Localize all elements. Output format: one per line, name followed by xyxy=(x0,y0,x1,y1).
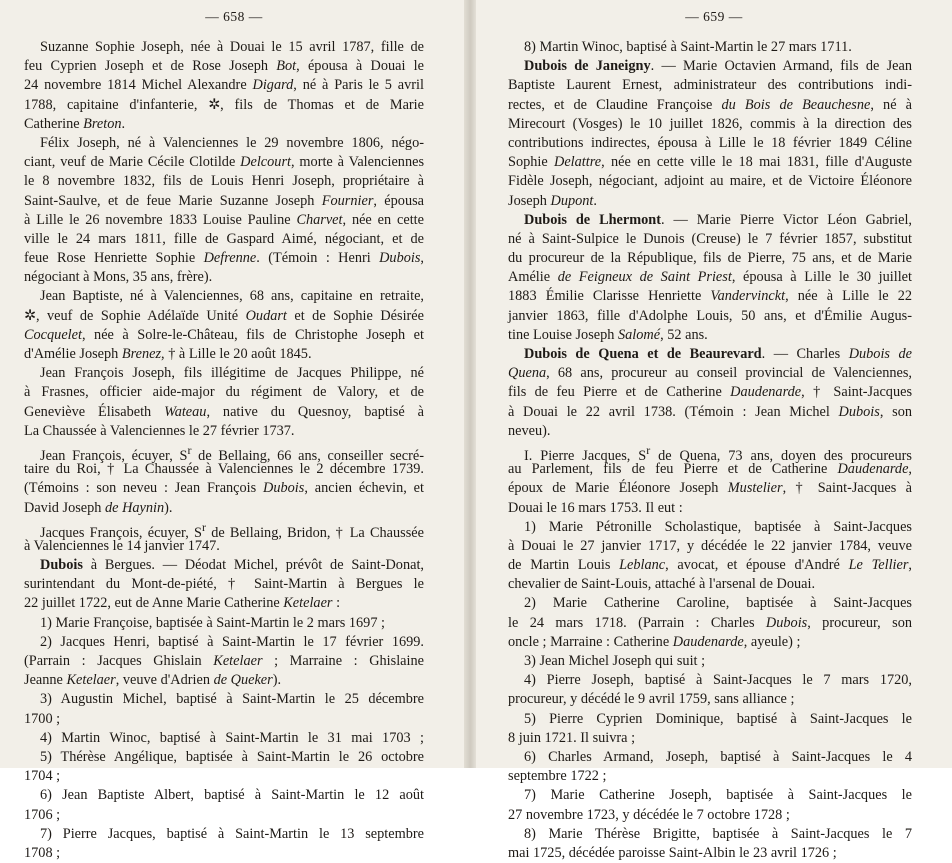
text-line: Dubois de Quena et de Beaurevard. — Charles Dubois de xyxy=(524,346,912,362)
text-line: Jean Baptiste, né à Valenciennes, 68 ans, capitaine en retraite, xyxy=(40,288,424,305)
text-line: 4) Martin Winoc, baptisé à Saint-Martin le 31 mai 1703 ; xyxy=(40,729,424,746)
text-line: 5) Thérèse Angélique, baptisée à Saint-Martin le 26 octobre xyxy=(40,748,424,765)
text-line: 1788, capitaine d'infanterie, ✲, fils de Thomas et de Marie xyxy=(24,96,424,113)
text-line: 1) Marie Françoise, baptisée à Saint-Martin le 2 mars 1697 ; xyxy=(40,614,386,631)
text-line: Geneviève Élisabeth Wateau, native du Quesnoy, baptisé à xyxy=(24,403,424,420)
text-line: tine Louise Joseph Salomé, 52 ans. xyxy=(508,326,708,343)
text-line: I. Pierre Jacques, $S^r$ de Quena, 73 ans, doyen des procureurs xyxy=(524,442,912,464)
text-line: 8) Martin Winoc, baptisé à Saint-Martin le 27 mars 1711. xyxy=(524,39,852,55)
text-line: 3) Augustin Michel, baptisé à Saint-Martin le 25 décembre xyxy=(40,691,424,708)
text-line: Dubois de Janeigny. — Marie Octavien Armand, fils de Jean xyxy=(524,58,912,75)
text-line: à Douai le 22 avril 1738. (Témoin : Jean Michel Dubois, son xyxy=(508,403,912,420)
text-line: Mirecourt (Vosges) le 10 juillet 1826, commis à la direction des xyxy=(508,115,912,132)
text-line: Saint-Saulve, et de feue Marie Suzanne Joseph Fournier, épousa xyxy=(24,192,424,209)
text-line: au Parlement, fils de feu Pierre et de Catherine Daudenarde, xyxy=(508,461,912,478)
page-number-right: — 659 — xyxy=(685,9,743,24)
text-line: le 24 mars 1718. (Parrain : Charles Dubois, procureur, son xyxy=(508,614,912,631)
text-line: Jean François, écuyer, $S^r$ de Bellaing, 66 ans, conseiller secré- xyxy=(40,442,424,464)
text-line: fils de feu Pierre et de Catherine Daudenarde, † Saint-Jacques xyxy=(508,384,913,401)
text-line: Jeanne Ketelaer, veuve d'Adrien de Queker). xyxy=(24,672,282,689)
text-line: surintendant du Mont-de-piété, † Saint-Martin à Bergues le xyxy=(24,576,424,593)
text-line: neveu). xyxy=(508,422,551,439)
text-line: Félix Joseph, né à Valenciennes le 29 novembre 1806, négo- xyxy=(40,134,424,151)
text-line: (Témoins : son neveu : Jean François Dubois, ancien échevin, et xyxy=(24,480,424,497)
text-line: 4) Pierre Joseph, baptisé à Saint-Jacques le 7 mars 1720, xyxy=(524,672,912,689)
text-line: à Frasnes, officier aide-major du régiment de Valory, et de xyxy=(24,384,424,401)
text-line: ciant, veuf de Marie Cécile Clotilde Delcourt, morte à Valenciennes xyxy=(24,154,425,171)
text-line: 27 novembre 1723, y décédée le 7 octobre 1728 ; xyxy=(508,806,790,823)
text-line: 1) Marie Pétronille Scholastique, baptisée à Saint-Jacques xyxy=(524,518,912,535)
text-line: oncle ; Marraine : Catherine Daudenarde, ayeule) ; xyxy=(508,633,801,650)
text-line: 5) Pierre Cyprien Dominique, baptisé à Saint-Jacques le xyxy=(524,710,912,727)
text-line: (Parrain : Jacques Ghislain Ketelaer ; Marraine : Ghislaine xyxy=(24,653,424,669)
text-line: Joseph Dupont. xyxy=(508,192,597,209)
text-line: Sophie Delattre, née en cette ville le 18 mai 1831, fille d'Auguste xyxy=(508,154,912,171)
text-line: Dubois de Lhermont. — Marie Pierre Victor Léon Gabriel, xyxy=(524,211,912,228)
text-line: à Lille le 26 novembre 1833 Louise Pauline Charvet, née en cette xyxy=(24,211,424,228)
text-line: feu Cyprien Joseph et de Rose Joseph Bot, épousa à Douai le xyxy=(24,58,424,75)
text-line: Dubois à Bergues. — Déodat Michel, prévôt de Saint-Donat, xyxy=(40,557,424,574)
text-line: 1706 ; xyxy=(24,806,61,823)
text-line: procureur, y décédé le 9 avril 1759, sans alliance ; xyxy=(508,691,795,708)
text-line: Cocquelet, née à Solre-le-Château, fils de Christophe Joseph et xyxy=(24,326,424,343)
text-line: Jacques François, écuyer, $S^r$ de Bellaing, Bridon, † La Chaussée xyxy=(40,519,424,541)
text-line: né à Saint-Sulpice le Dunois (Creuse) le 7 février 1857, substitut xyxy=(508,230,912,247)
page-number-left: — 658 — xyxy=(205,9,263,24)
text-line: 6) Charles Armand, Joseph, baptisé à Saint-Jacques le 4 xyxy=(524,748,912,765)
text-line: 3) Jean Michel Joseph qui suit ; xyxy=(524,653,706,669)
text-line: 2) Jacques Henri, baptisé à Saint-Martin le 17 février 1699. xyxy=(40,633,424,650)
text-line: 1708 ; xyxy=(24,844,61,861)
right-page xyxy=(476,0,952,861)
text-line: 8 juin 1721. Il suivra ; xyxy=(508,729,636,746)
text-line: 7) Marie Catherine Joseph, baptisée à Saint-Jacques le xyxy=(524,787,912,804)
text-line: mai 1725, décédée paroisse Saint-Albin le 23 avril 1726 ; xyxy=(508,844,837,861)
text-line: ✲, veuf de Sophie Adélaïde Unité Oudart et de Sophie Désirée xyxy=(24,307,424,324)
text-line: Quena, 68 ans, procureur au conseil provincial de Valenciennes, xyxy=(508,365,912,382)
text-line: 1883 Émilie Clarisse Henriette Vandervinckt, née à Lille le 22 xyxy=(508,288,912,305)
text-line: rectes, et de Claudine Françoise du Bois de Beauchesne, né à xyxy=(508,96,913,113)
text-line: chevalier de Saint-Louis, attaché à l'arsenal de Douai. xyxy=(508,576,816,593)
text-line: Catherine Breton. xyxy=(24,115,126,132)
text-line: septembre 1722 ; xyxy=(508,768,607,785)
text-line: à Valenciennes le 14 janvier 1747. xyxy=(24,537,220,554)
text-line: David Joseph de Haynin). xyxy=(24,499,173,516)
text-line: négociant à Mons, 35 ans, frère). xyxy=(24,269,213,286)
left-page-text xyxy=(24,38,424,863)
text-line: Baptiste Laurent Ernest, administrateur des contributions indi- xyxy=(508,77,912,94)
text-line: 1704 ; xyxy=(24,768,61,785)
text-line: époux de Marie Éléonore Joseph Mustelier, † Saint-Jacques à xyxy=(508,480,913,497)
text-line: La Chaussée à Valenciennes le 27 février 1737. xyxy=(24,422,295,439)
text-line: du procureur de la République, fils de Pierre, 75 ans, et de Marie xyxy=(508,250,912,267)
text-line: d'Amélie Joseph Brenez, † à Lille le 20 août 1845. xyxy=(24,346,312,362)
text-line: 22 juillet 1722, eut de Anne Marie Catherine Ketelaer : xyxy=(24,595,341,612)
text-line: ville le 24 mars 1811, fille de Gaspard Aimé, négociant, et de xyxy=(24,230,424,247)
text-line: le 8 novembre 1832, fils de Louis Henri Joseph, propriétaire à xyxy=(24,173,424,190)
text-line: Suzanne Sophie Joseph, née à Douai le 15 avril 1787, fille de xyxy=(40,39,424,55)
text-line: feue Rose Henriette Sophie Defrenne. (Témoin : Henri Dubois, xyxy=(24,250,424,267)
right-page-text xyxy=(508,38,912,863)
text-line: 1700 ; xyxy=(24,710,61,727)
text-line: 6) Jean Baptiste Albert, baptisé à Saint-Martin le 12 août xyxy=(40,787,424,804)
text-line: Fidèle Joseph, négociant, adjoint au maire, et de Victoire Éléonore xyxy=(508,173,912,190)
text-line: Jean François Joseph, fils illégitime de Jacques Philippe, né xyxy=(40,365,424,382)
text-line: à Douai le 27 janvier 1717, y décédée le 22 janvier 1784, veuve xyxy=(508,537,912,554)
text-line: 24 novembre 1814 Michel Alexandre Digard, né à Paris le 5 avril xyxy=(24,77,424,94)
text-line: Douai le 16 mars 1753. Il eut : xyxy=(508,499,683,516)
text-line: taire du Roi, † La Chaussée à Valenciennes le 2 décembre 1739. xyxy=(24,461,424,478)
text-line: 7) Pierre Jacques, baptisé à Saint-Martin le 13 septembre xyxy=(40,825,424,842)
text-line: janvier 1863, fille d'Adolphe Louis, 50 ans, et d'Émilie Augus- xyxy=(508,307,912,324)
text-line: Amélie de Feigneux de Saint Priest, épousa à Lille le 30 juillet xyxy=(508,269,913,286)
text-line: 8) Marie Thérèse Brigitte, baptisée à Saint-Jacques le 7 xyxy=(524,825,912,842)
text-line: de Martin Louis Leblanc, avocat, et épouse d'André Le Tellier, xyxy=(508,557,912,574)
text-line: contributions indirectes, épousa à Lille le 18 février 1849 Céline xyxy=(508,134,912,151)
left-page xyxy=(0,0,468,861)
text-line: 2) Marie Catherine Caroline, baptisée à Saint-Jacques xyxy=(524,595,912,612)
